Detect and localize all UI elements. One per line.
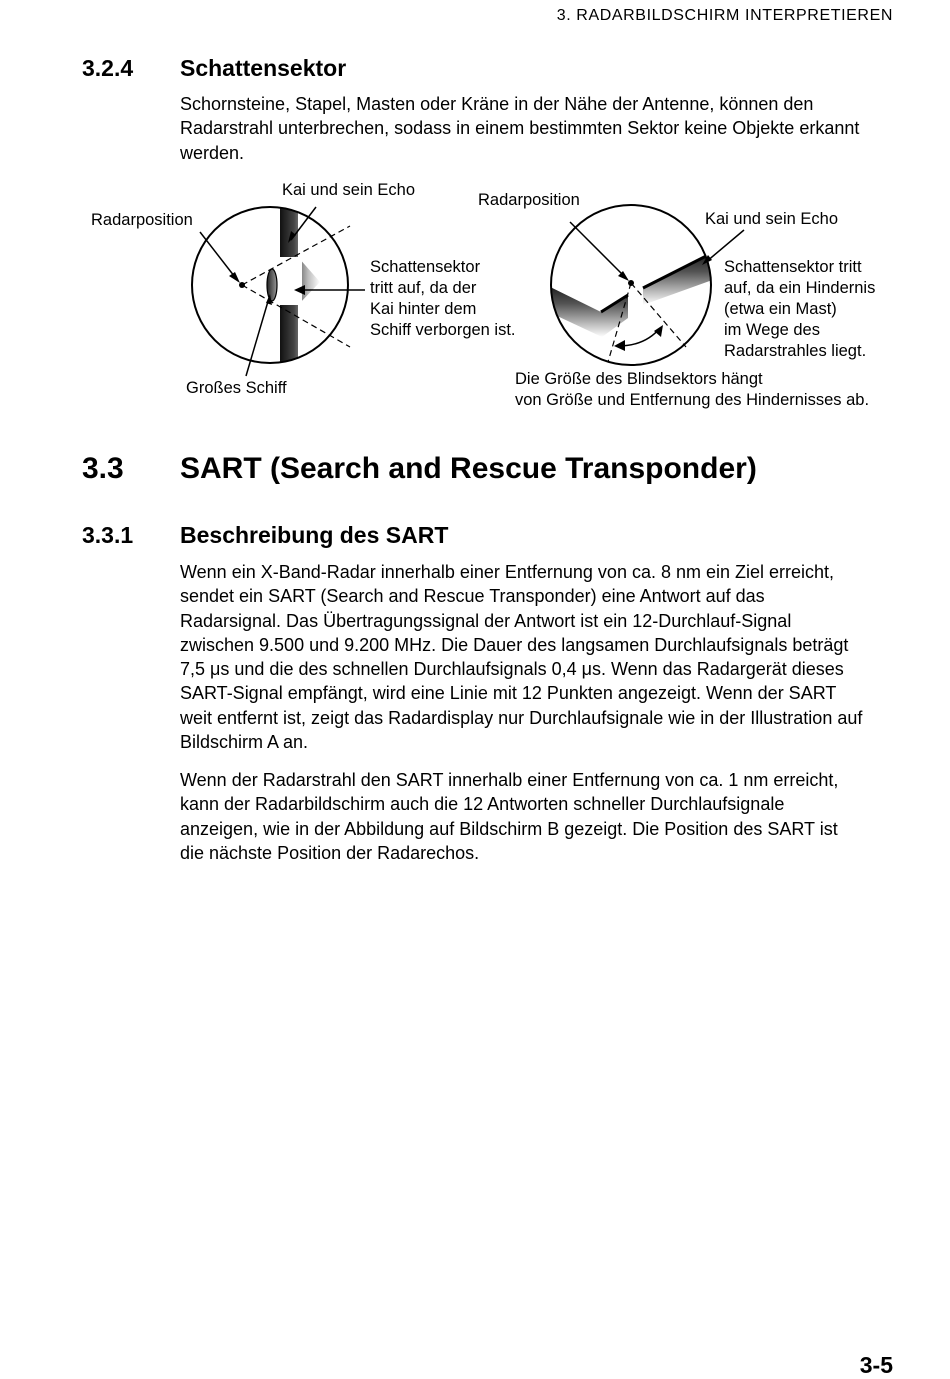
paragraph-line: zwischen 9.500 und 9.200 MHz. Die Dauer des langsamen Durchlaufsignals beträgt <box>180 634 849 655</box>
paragraph-line: anzeigen, wie in der Abbildung auf Bildschirm B gezeigt. Die Position des SART ist <box>180 818 838 839</box>
section-3-3-title: SART (Search and Rescue Transponder) <box>180 452 757 485</box>
label-quay-echo-right: Kai und sein Echo <box>705 210 839 228</box>
paragraph-line: Bildschirm A an. <box>180 732 309 753</box>
section-3-3-1-number: 3.3.1 <box>82 522 134 548</box>
blind-sector-note-line: von Größe und Entfernung des Hindernisses ab. <box>515 391 870 409</box>
section-3-3-1-title: Beschreibung des SART <box>180 522 449 548</box>
section-3-3-number: 3.3 <box>82 452 124 485</box>
large-ship-echo <box>267 269 277 301</box>
paragraph-line: weit entfernt ist, zeigt das Radardisplay nur Durchlaufsignale wie in der Illustration auf <box>180 707 863 728</box>
running-header: 3. RADARBILDSCHIRM INTERPRETIEREN <box>556 7 893 24</box>
section-3-2-4-title: Schattensektor <box>180 55 347 81</box>
blind-sector-note-line: Die Größe des Blindsektors hängt <box>515 370 763 388</box>
paragraph-line: Radarsignal. Das Übertragungssignal der Antwort ist ein 12-Durchlauf-Signal <box>180 610 792 631</box>
right-shadow-note-line: (etwa ein Mast) <box>724 300 837 318</box>
label-radar-position-left: Radarposition <box>91 211 193 229</box>
right-radar-screen <box>540 205 744 365</box>
sart-paragraph-1 <box>180 560 862 754</box>
label-large-ship: Großes Schiff <box>186 379 287 397</box>
right-shadow-note-line: auf, da ein Hindernis <box>724 279 876 297</box>
section-3-2-4-number: 3.2.4 <box>82 55 134 81</box>
right-shadow-note-line: Radarstrahles liegt. <box>724 342 867 360</box>
sart-paragraph-2 <box>180 768 838 865</box>
paragraph-line: sendet ein SART (Search and Rescue Transponder) eine Antwort auf das <box>180 586 765 607</box>
label-quay-echo-left: Kai und sein Echo <box>282 181 416 199</box>
paragraph-line: die nächste Position der Radarechos. <box>180 842 480 863</box>
paragraph-line: werden. <box>180 142 245 163</box>
shadow-sector-figure <box>0 170 950 420</box>
left-radar-screen <box>192 200 365 376</box>
paragraph-line: Wenn der Radarstrahl den SART innerhalb einer Entfernung von ca. 1 nm erreicht, <box>180 770 839 790</box>
paragraph-line: Wenn ein X-Band-Radar innerhalb einer Entfernung von ca. 8 nm ein Ziel erreicht, <box>180 562 835 582</box>
paragraph-line: kann der Radarbildschirm auch die 12 Antworten schneller Durchlaufsignale <box>180 794 785 815</box>
paragraph-line: SART-Signal empfängt, wird eine Linie mit 12 Punkten angezeigt. Wenn der SART <box>180 683 837 704</box>
paragraph-line: Radarstrahl unterbrechen, sodass in einem bestimmten Sektor keine Objekte erkannt <box>180 118 860 139</box>
quay-echo-right-a <box>540 282 628 337</box>
section-3-2-4-paragraph <box>180 92 859 165</box>
page-number: 3-5 <box>859 1352 893 1378</box>
left-shadow-note-line: Schiff verborgen ist. <box>370 321 516 339</box>
left-shadow-note-line: Schattensektor <box>370 258 481 276</box>
paragraph-line: 7,5 μs und die des schnellen Durchlaufsignals 0,4 μs. Wenn das Radargerät dieses <box>180 659 844 680</box>
right-shadow-note-line: im Wege des <box>724 321 820 339</box>
label-radar-position-right: Radarposition <box>478 191 580 209</box>
left-shadow-note-line: tritt auf, da der <box>370 279 477 297</box>
left-shadow-note-line: Kai hinter dem <box>370 300 477 318</box>
right-shadow-note-line: Schattensektor tritt <box>724 258 862 276</box>
paragraph-line: Schornsteine, Stapel, Masten oder Kräne in der Nähe der Antenne, können den <box>180 94 814 114</box>
